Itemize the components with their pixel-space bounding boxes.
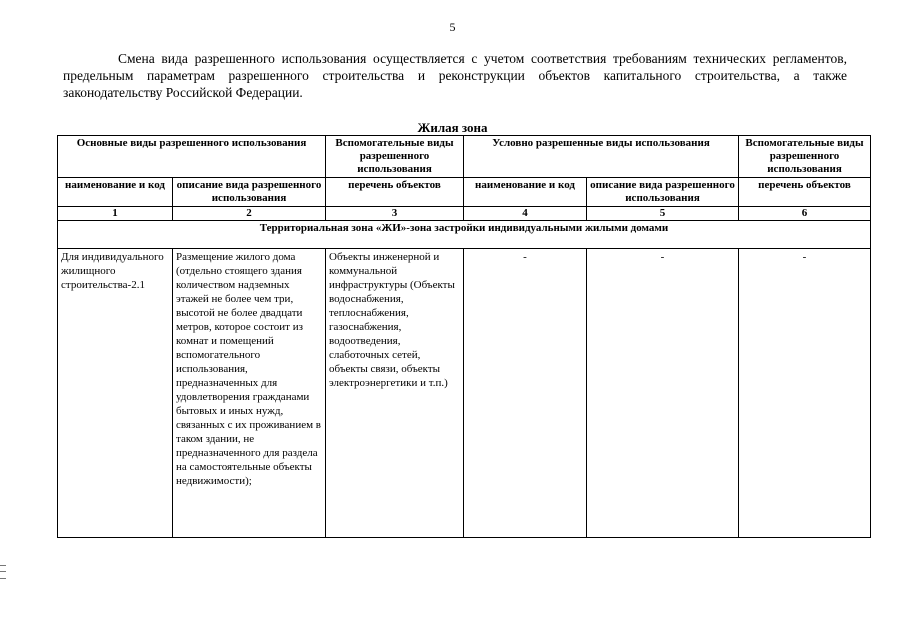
intro-paragraph: Смена вида разрешенного использования осуществляется с учетом соответствия требованиям технических регламентов, предельным параметрам разрешенного строительства и реконструкции объектов капитального строительства, а также законодательству Российской Федерации.	[63, 51, 847, 100]
zone-row-title: Территориальная зона «ЖИ»-зона застройки индивидуальными жилыми домами	[58, 221, 871, 249]
subheader-description: описание вида разрешенного использования	[173, 178, 326, 207]
header-conditional-uses: Условно разрешенные виды использования	[464, 136, 739, 178]
column-number-row	[58, 207, 871, 221]
zoning-table	[57, 135, 871, 538]
cell-conditional-objects: -	[739, 249, 871, 538]
subheader-name-code: наименование и код	[58, 178, 173, 207]
sub-header-row	[58, 178, 871, 207]
margin-mark	[0, 565, 6, 579]
column-number: 3	[326, 207, 464, 221]
cell-conditional-name: -	[464, 249, 587, 538]
table-row	[58, 249, 871, 538]
group-header-row	[58, 136, 871, 178]
column-number: 4	[464, 207, 587, 221]
subheader-objects-list-2: перечень объектов	[739, 178, 871, 207]
cell-description: Размещение жилого дома (отдельно стоящего здания количеством надземных этажей не более чем три, высотой не более двадцати метров, которое состоит из комнат и помещений вспомогательного использования, предназначенных для удовлетворения гражданами бытовых и иных нужд, связанных с их проживанием в таком здании, не предназначенного для раздела на самостоятельные объекты недвижимости);	[173, 249, 326, 538]
cell-conditional-description: -	[587, 249, 739, 538]
column-number: 2	[173, 207, 326, 221]
header-auxiliary-uses-2: Вспомогательные виды разрешенного использования	[739, 136, 871, 178]
column-number: 6	[739, 207, 871, 221]
subheader-description-2: описание вида разрешенного использования	[587, 178, 739, 207]
column-number: 5	[587, 207, 739, 221]
column-number: 1	[58, 207, 173, 221]
header-auxiliary-uses: Вспомогательные виды разрешенного использования	[326, 136, 464, 178]
header-main-uses: Основные виды разрешенного использования	[58, 136, 326, 178]
zone-row	[58, 221, 871, 249]
cell-name-code: Для индивидуального жилищного строительства-2.1	[58, 249, 173, 538]
subheader-name-code-2: наименование и код	[464, 178, 587, 207]
page-number: 5	[449, 20, 456, 34]
zone-title: Жилая зона	[417, 120, 488, 135]
cell-objects: Объекты инженерной и коммунальной инфраструктуры (Объекты водоснабжения, теплоснабжения, газоснабжения, водоотведения, слаботочных сетей, объекты связи, объекты электроэнергетики и т.п.)	[326, 249, 464, 538]
subheader-objects-list: перечень объектов	[326, 178, 464, 207]
